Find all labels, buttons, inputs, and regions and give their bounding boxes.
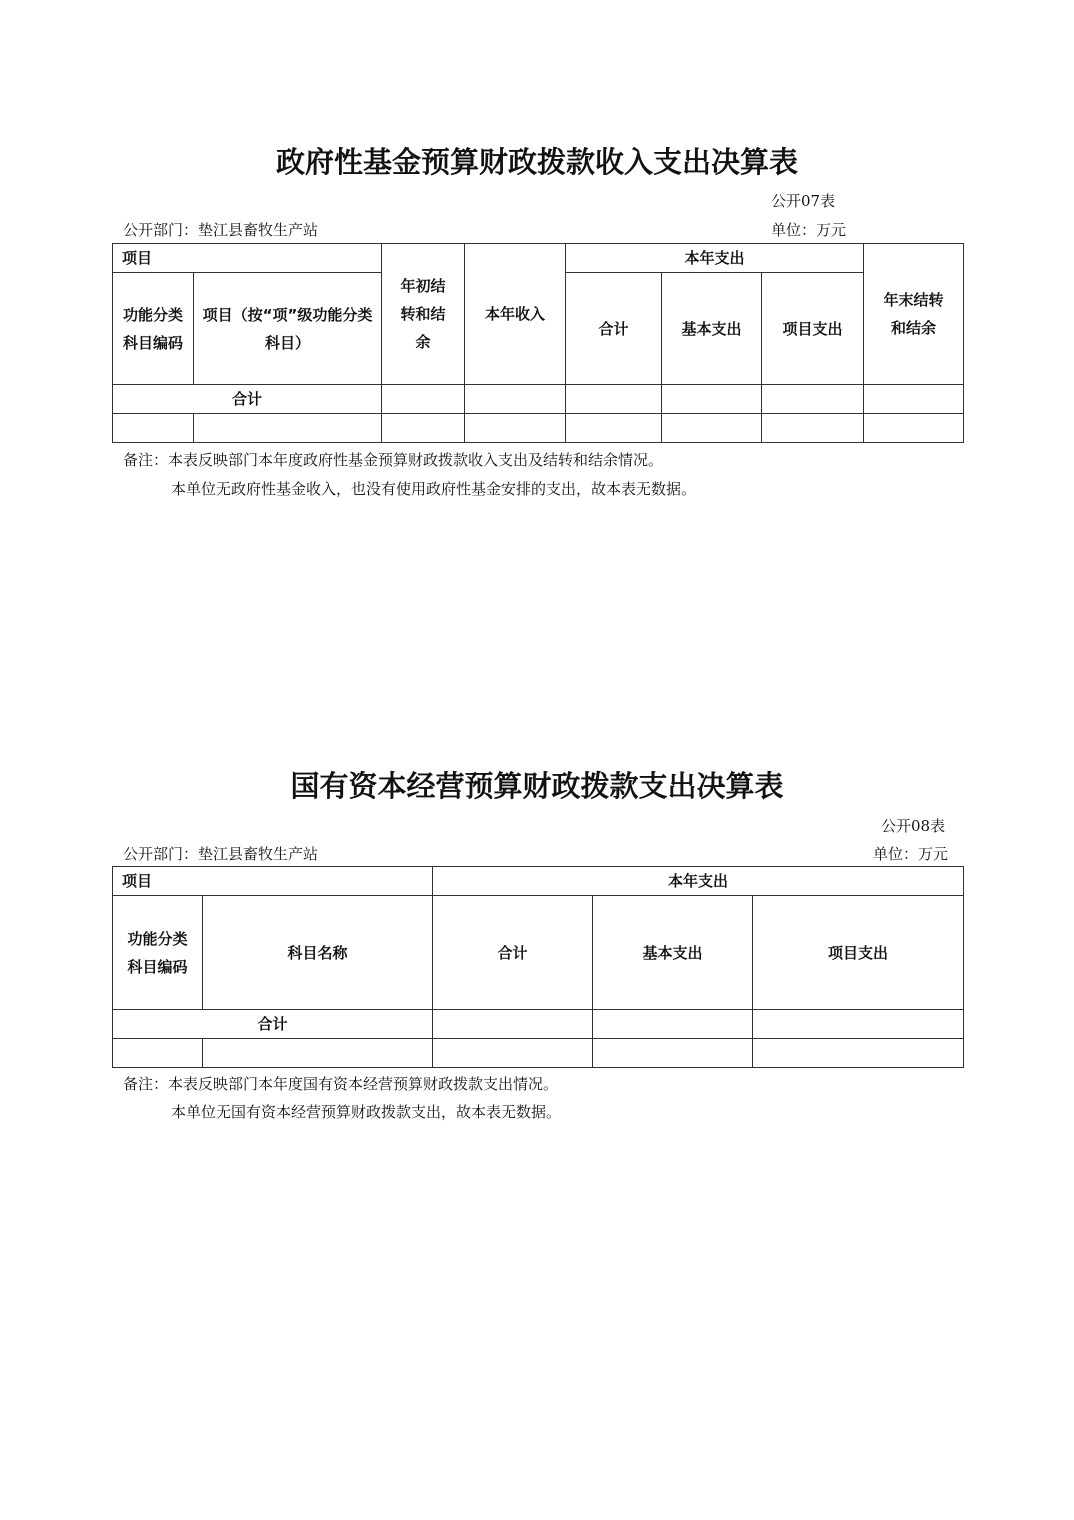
t08-header-project: 项目 <box>113 867 433 896</box>
t08-header-func-code: 功能分类科目编码 <box>113 896 203 1010</box>
t08-header-subject-name: 科目名称 <box>203 896 433 1010</box>
t07-cell <box>194 414 382 443</box>
t07-header-begin-balance: 年初结转和结余 <box>382 244 465 385</box>
t07-header-end-balance: 年末结转和结余 <box>864 244 964 385</box>
t07-cell <box>566 385 662 414</box>
t08-cell <box>203 1039 433 1068</box>
table07-title: 政府性基金预算财政拨款收入支出决算表 <box>275 145 798 179</box>
t07-header-income: 本年收入 <box>465 244 566 385</box>
t08-header-expense-group: 本年支出 <box>433 867 964 896</box>
t07-total-row-label: 合计 <box>113 385 382 414</box>
table07-note-2: 本单位无政府性基金收入，也没有使用政府性基金安排的支出，故本表无数据。 <box>171 480 697 498</box>
t07-cell <box>864 414 964 443</box>
t08-cell <box>753 1010 964 1039</box>
t07-cell <box>566 414 662 443</box>
table08 <box>112 866 964 1068</box>
t08-cell <box>593 1039 753 1068</box>
table08-unit: 单位：万元 <box>873 845 949 863</box>
t08-total-row-label: 合计 <box>113 1010 433 1039</box>
t07-cell <box>762 385 864 414</box>
t08-cell <box>433 1010 593 1039</box>
t07-header-total: 合计 <box>566 273 662 385</box>
table07-note-1: 备注：本表反映部门本年度政府性基金预算财政拨款收入支出及结转和结余情况。 <box>123 451 664 469</box>
t07-cell <box>465 385 566 414</box>
t07-header-func-code: 功能分类科目编码 <box>113 273 194 385</box>
t07-cell <box>762 414 864 443</box>
t08-cell <box>113 1039 203 1068</box>
t08-header-basic: 基本支出 <box>593 896 753 1010</box>
t07-cell <box>382 385 465 414</box>
table08-dept: 公开部门：垫江县畜牧生产站 <box>123 845 319 863</box>
t08-header-total: 合计 <box>433 896 593 1010</box>
table08-code: 公开08表 <box>881 817 946 835</box>
t07-cell <box>382 414 465 443</box>
table08-note-1: 备注：本表反映部门本年度国有资本经营预算财政拨款支出情况。 <box>123 1075 559 1093</box>
t07-cell <box>465 414 566 443</box>
table07-unit: 单位：万元 <box>771 221 847 239</box>
table08-title: 国有资本经营预算财政拨款支出决算表 <box>290 769 784 803</box>
t07-cell <box>662 414 762 443</box>
t07-cell <box>662 385 762 414</box>
t08-cell <box>753 1039 964 1068</box>
t07-cell <box>113 414 194 443</box>
t08-cell <box>433 1039 593 1068</box>
t07-header-project: 项目 <box>113 244 382 273</box>
table07-dept: 公开部门：垫江县畜牧生产站 <box>123 221 319 239</box>
t07-cell <box>864 385 964 414</box>
t07-header-basic: 基本支出 <box>662 273 762 385</box>
table07-code: 公开07表 <box>771 192 836 210</box>
t07-header-expense-group: 本年支出 <box>566 244 864 273</box>
table07 <box>112 243 964 443</box>
t08-cell <box>593 1010 753 1039</box>
t08-header-project-exp: 项目支出 <box>753 896 964 1010</box>
t07-header-item-name: 项目（按“项”级功能分类科目） <box>194 273 382 385</box>
table08-note-2: 本单位无国有资本经营预算财政拨款支出，故本表无数据。 <box>171 1103 562 1121</box>
t07-header-project-exp: 项目支出 <box>762 273 864 385</box>
